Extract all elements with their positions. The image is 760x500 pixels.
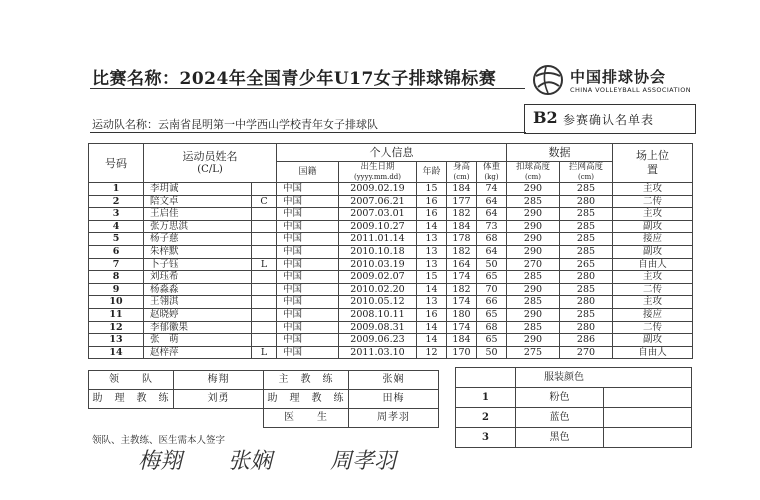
form-id-box — [524, 104, 696, 134]
cell-height: 182 — [447, 245, 477, 258]
cell-birth: 2007.03.01 — [339, 208, 417, 221]
cell-name: 李玥诚 — [144, 183, 252, 196]
staff-table — [88, 370, 439, 428]
cell-height: 177 — [447, 195, 477, 208]
cell-position: 副攻 — [613, 245, 693, 258]
uniform-number: 2 — [456, 408, 516, 428]
cell-height: 184 — [447, 334, 477, 347]
empty-cell — [89, 409, 174, 428]
cell-block: 285 — [560, 233, 613, 246]
cell-spike: 290 — [507, 283, 560, 296]
cell-age: 15 — [417, 183, 447, 196]
logo-english-text: CHINA VOLLEYBALL ASSOCIATION — [570, 86, 691, 94]
team-name: 运动队名称：云南省昆明第一中学西山学校青年女子排球队 — [92, 118, 378, 131]
cell-birth: 2010.03.19 — [339, 258, 417, 271]
cell-age: 14 — [417, 220, 447, 233]
cell-weight: 50 — [477, 258, 507, 271]
leader-name: 梅翔 — [174, 371, 264, 390]
cell-number: 10 — [89, 296, 144, 309]
cell-block: 285 — [560, 208, 613, 221]
cell-position: 主攻 — [613, 208, 693, 221]
cell-birth: 2010.05.12 — [339, 296, 417, 309]
cell-birth: 2009.06.23 — [339, 334, 417, 347]
cell-cl — [252, 271, 277, 284]
cell-nationality: 中国 — [277, 195, 339, 208]
cell-nationality: 中国 — [277, 245, 339, 258]
cell-block: 285 — [560, 183, 613, 196]
cell-spike: 275 — [507, 346, 560, 359]
cell-name: 王启佳 — [144, 208, 252, 221]
cell-weight: 64 — [477, 245, 507, 258]
cell-cl — [252, 321, 277, 334]
header-weight-unit: (kg) — [484, 172, 499, 181]
cell-position: 接应 — [613, 233, 693, 246]
cell-height: 182 — [447, 283, 477, 296]
cell-block: 285 — [560, 220, 613, 233]
cell-block: 285 — [560, 245, 613, 258]
uniform-row — [456, 408, 692, 428]
competition-title: 比赛名称：2024年全国青少年U17女子排球锦标赛 — [92, 69, 497, 89]
cell-nationality: 中国 — [277, 233, 339, 246]
cell-block: 285 — [560, 283, 613, 296]
form-name: 参赛确认名单表 — [563, 113, 655, 127]
cell-height: 180 — [447, 308, 477, 321]
roster-table — [88, 143, 693, 359]
cell-position: 主攻 — [613, 271, 693, 284]
cell-position: 自由人 — [613, 346, 693, 359]
cell-spike: 290 — [507, 334, 560, 347]
assistant-label: 助 理 教 练 — [89, 390, 174, 409]
cell-number: 8 — [89, 271, 144, 284]
header-row-1 — [89, 144, 693, 162]
player-row — [89, 346, 693, 359]
staff-row — [89, 371, 439, 390]
uniform-color-table — [455, 367, 692, 448]
cell-number: 7 — [89, 258, 144, 271]
cell-number: 4 — [89, 220, 144, 233]
cell-name: 朱梓默 — [144, 245, 252, 258]
cell-number: 12 — [89, 321, 144, 334]
cell-age: 15 — [417, 271, 447, 284]
header-age: 年龄 — [417, 162, 447, 183]
cell-number: 14 — [89, 346, 144, 359]
cell-position: 自由人 — [613, 258, 693, 271]
head-coach-label: 主 教 练 — [264, 371, 349, 390]
player-row — [89, 195, 693, 208]
cell-birth: 2011.03.10 — [339, 346, 417, 359]
player-row — [89, 245, 693, 258]
cell-number: 3 — [89, 208, 144, 221]
uniform-color: 黑色 — [516, 428, 604, 448]
cell-age: 14 — [417, 334, 447, 347]
title-underline — [90, 88, 525, 89]
header-birth-format: (yyyy.mm.dd) — [353, 172, 402, 181]
header-birth — [339, 162, 417, 183]
cell-name: 陪文卓 — [144, 195, 252, 208]
doctor-name: 周孝羽 — [349, 409, 439, 428]
cell-spike: 290 — [507, 208, 560, 221]
cell-height: 184 — [447, 220, 477, 233]
signature-note: 领队、主教练、医生需本人签字 — [92, 435, 226, 446]
cell-spike: 290 — [507, 220, 560, 233]
cell-position: 二传 — [613, 195, 693, 208]
cell-name: 张万思淇 — [144, 220, 252, 233]
cell-position: 副攻 — [613, 220, 693, 233]
player-row — [89, 233, 693, 246]
cell-height: 174 — [447, 271, 477, 284]
cell-number: 9 — [89, 283, 144, 296]
cell-cl: L — [252, 346, 277, 359]
cell-cl — [252, 283, 277, 296]
cell-number: 1 — [89, 183, 144, 196]
assistant2-label: 助 理 教 练 — [264, 390, 349, 409]
cell-age: 13 — [417, 258, 447, 271]
header-name-label: 运动员姓名 — [182, 150, 238, 163]
cell-cl — [252, 296, 277, 309]
header-spike-label: 扣球高度 — [515, 162, 550, 173]
association-logo — [532, 62, 692, 102]
header-block-unit: (cm) — [577, 172, 595, 181]
cell-weight: 50 — [477, 346, 507, 359]
cell-age: 14 — [417, 283, 447, 296]
cell-height: 164 — [447, 258, 477, 271]
player-row — [89, 258, 693, 271]
cell-height: 170 — [447, 346, 477, 359]
cell-age: 16 — [417, 308, 447, 321]
cell-age: 14 — [417, 321, 447, 334]
cell-nationality: 中国 — [277, 334, 339, 347]
player-row — [89, 334, 693, 347]
cell-spike: 285 — [507, 271, 560, 284]
uniform-blank — [604, 428, 692, 448]
cell-position: 二传 — [613, 321, 693, 334]
assistant2-name: 田梅 — [349, 390, 439, 409]
cell-weight: 74 — [477, 183, 507, 196]
cell-birth: 2008.10.11 — [339, 308, 417, 321]
cell-age: 13 — [417, 245, 447, 258]
cell-weight: 68 — [477, 321, 507, 334]
cell-nationality: 中国 — [277, 296, 339, 309]
uniform-body — [456, 388, 692, 448]
roster-body — [89, 183, 693, 359]
cell-name: 王翎淇 — [144, 296, 252, 309]
header-spike — [507, 162, 560, 183]
cell-weight: 70 — [477, 283, 507, 296]
header-position: 场上位置 — [613, 144, 693, 183]
cell-spike: 285 — [507, 321, 560, 334]
cell-weight: 73 — [477, 220, 507, 233]
cell-birth: 2011.01.14 — [339, 233, 417, 246]
cell-name: 赵梓萍 — [144, 346, 252, 359]
cell-nationality: 中国 — [277, 283, 339, 296]
cell-spike: 290 — [507, 233, 560, 246]
header-nationality: 国籍 — [277, 162, 339, 183]
cell-age: 13 — [417, 233, 447, 246]
cell-nationality: 中国 — [277, 183, 339, 196]
cell-age: 12 — [417, 346, 447, 359]
cell-age: 16 — [417, 195, 447, 208]
header-personal-info: 个人信息 — [277, 144, 507, 162]
uniform-number: 3 — [456, 428, 516, 448]
cell-number: 2 — [89, 195, 144, 208]
cell-weight: 65 — [477, 334, 507, 347]
staff-row — [89, 409, 439, 428]
uniform-color: 粉色 — [516, 388, 604, 408]
cell-block: 280 — [560, 195, 613, 208]
header-height-unit: (cm) — [453, 172, 470, 181]
cell-age: 13 — [417, 296, 447, 309]
player-row — [89, 283, 693, 296]
cell-nationality: 中国 — [277, 208, 339, 221]
cell-nationality: 中国 — [277, 308, 339, 321]
cell-cl — [252, 220, 277, 233]
player-row — [89, 208, 693, 221]
cell-height: 184 — [447, 183, 477, 196]
head-coach-name: 张娴 — [349, 371, 439, 390]
cell-birth: 2009.10.27 — [339, 220, 417, 233]
uniform-number: 1 — [456, 388, 516, 408]
cell-weight: 68 — [477, 233, 507, 246]
cell-cl: C — [252, 195, 277, 208]
logo-chinese-text: 中国排球协会 — [570, 68, 667, 86]
cell-name: 杨淼淼 — [144, 283, 252, 296]
cell-position: 主攻 — [613, 296, 693, 309]
cell-cl — [252, 208, 277, 221]
cell-weight: 64 — [477, 208, 507, 221]
cell-position: 二传 — [613, 283, 693, 296]
cell-cl — [252, 245, 277, 258]
player-row — [89, 271, 693, 284]
header-name — [144, 144, 277, 183]
cell-birth: 2009.02.19 — [339, 183, 417, 196]
cell-name: 刘珏希 — [144, 271, 252, 284]
header-block-label: 拦网高度 — [568, 162, 603, 173]
cell-position: 副攻 — [613, 334, 693, 347]
cell-weight: 65 — [477, 271, 507, 284]
volleyball-emblem-icon — [532, 64, 564, 96]
cell-position: 接应 — [613, 308, 693, 321]
team-underline — [90, 132, 526, 133]
cell-cl — [252, 308, 277, 321]
cell-spike: 285 — [507, 296, 560, 309]
cell-name: 张 萌 — [144, 334, 252, 347]
cell-number: 11 — [89, 308, 144, 321]
cell-block: 280 — [560, 296, 613, 309]
cell-cl: L — [252, 258, 277, 271]
header-birth-label: 出生日期 — [360, 162, 395, 173]
cell-weight: 64 — [477, 195, 507, 208]
cell-birth: 2009.02.07 — [339, 271, 417, 284]
uniform-row — [456, 428, 692, 448]
cell-cl — [252, 334, 277, 347]
header-number: 号码 — [89, 144, 144, 183]
cell-spike: 290 — [507, 308, 560, 321]
player-row — [89, 220, 693, 233]
cell-position: 主攻 — [613, 183, 693, 196]
doctor-label: 医 生 — [264, 409, 349, 428]
cell-height: 174 — [447, 296, 477, 309]
cell-nationality: 中国 — [277, 346, 339, 359]
staff-row — [89, 390, 439, 409]
uniform-row — [456, 388, 692, 408]
header-weight-label: 体重 — [482, 162, 500, 173]
cell-number: 13 — [89, 334, 144, 347]
uniform-blank — [604, 408, 692, 428]
doctor-signature: 周孝羽 — [330, 449, 397, 474]
leader-label: 领 队 — [89, 371, 174, 390]
player-row — [89, 321, 693, 334]
cell-block: 280 — [560, 271, 613, 284]
empty-cell — [456, 368, 516, 388]
cell-spike: 270 — [507, 258, 560, 271]
cell-spike: 285 — [507, 195, 560, 208]
cell-height: 174 — [447, 321, 477, 334]
cell-birth: 2009.08.31 — [339, 321, 417, 334]
uniform-blank — [604, 388, 692, 408]
cell-birth: 2007.06.21 — [339, 195, 417, 208]
cell-number: 6 — [89, 245, 144, 258]
header-height — [447, 162, 477, 183]
form-code: B2 — [533, 108, 558, 127]
cell-name: 杨子慈 — [144, 233, 252, 246]
uniform-title: 服装颜色 — [516, 368, 692, 388]
cell-nationality: 中国 — [277, 258, 339, 271]
cell-height: 182 — [447, 208, 477, 221]
cell-weight: 66 — [477, 296, 507, 309]
header-weight — [477, 162, 507, 183]
cell-birth: 2010.10.18 — [339, 245, 417, 258]
coach-signature: 张娴 — [228, 449, 273, 474]
header-spike-unit: (cm) — [524, 172, 542, 181]
player-row — [89, 183, 693, 196]
player-row — [89, 296, 693, 309]
cell-spike: 290 — [507, 245, 560, 258]
cell-block: 270 — [560, 346, 613, 359]
empty-cell — [174, 409, 264, 428]
cell-cl — [252, 183, 277, 196]
cell-height: 178 — [447, 233, 477, 246]
assistant-name: 刘勇 — [174, 390, 264, 409]
cell-block: 265 — [560, 258, 613, 271]
header-cl-label: (C/L) — [197, 164, 223, 175]
cell-cl — [252, 233, 277, 246]
player-row — [89, 308, 693, 321]
header-data: 数据 — [507, 144, 613, 162]
header-height-label: 身高 — [452, 162, 470, 173]
uniform-color: 蓝色 — [516, 408, 604, 428]
cell-nationality: 中国 — [277, 220, 339, 233]
leader-signature: 梅翔 — [138, 449, 183, 474]
cell-age: 16 — [417, 208, 447, 221]
cell-weight: 65 — [477, 308, 507, 321]
cell-nationality: 中国 — [277, 321, 339, 334]
cell-name: 卜子钰 — [144, 258, 252, 271]
cell-name: 李郁徽果 — [144, 321, 252, 334]
cell-nationality: 中国 — [277, 271, 339, 284]
cell-block: 285 — [560, 308, 613, 321]
cell-block: 286 — [560, 334, 613, 347]
cell-number: 5 — [89, 233, 144, 246]
header-block — [560, 162, 613, 183]
cell-name: 赵晓婷 — [144, 308, 252, 321]
cell-block: 280 — [560, 321, 613, 334]
uniform-header-row — [456, 368, 692, 388]
cell-birth: 2010.02.20 — [339, 283, 417, 296]
cell-spike: 290 — [507, 183, 560, 196]
